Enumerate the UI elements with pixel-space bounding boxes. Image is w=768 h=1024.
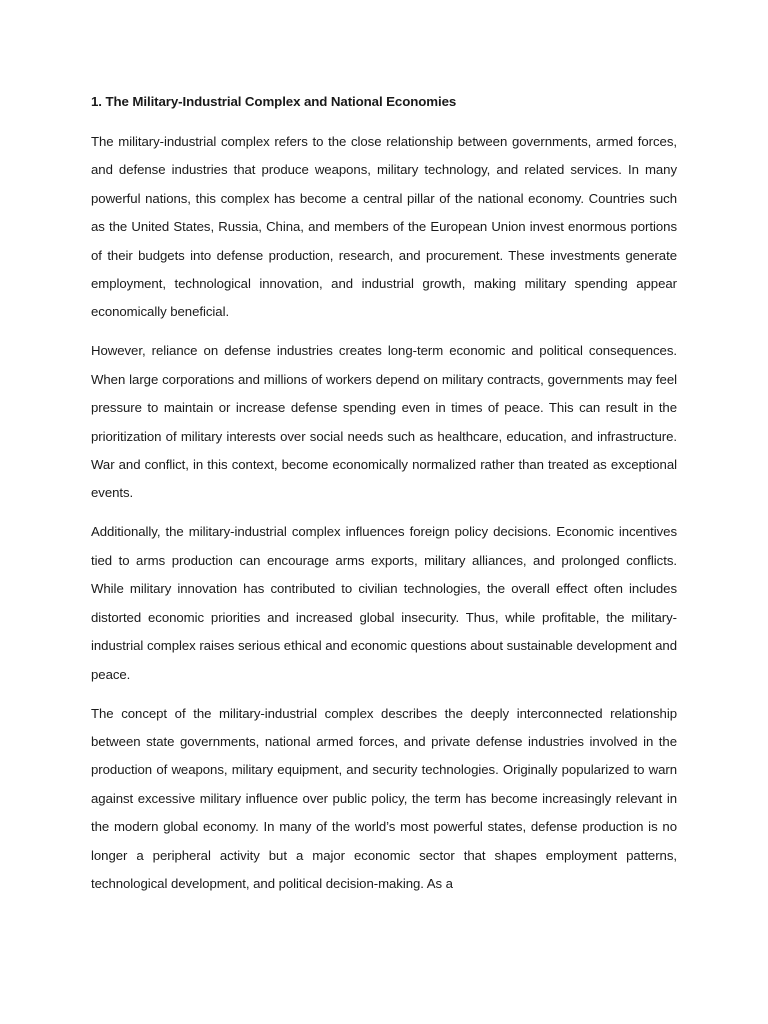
- section-heading: 1. The Military-Industrial Complex and National Economies: [91, 94, 457, 109]
- paragraph-3: Additionally, the military-industrial complex influences foreign policy decisions. Economic incentives tied to arms production can encourage arms exports, military alliances, and prolonged conflicts. While military innovation has contributed to civilian technologies, the overall effect often includes distorted economic priorities and increased global insecurity. Thus, while profitable, the military-industrial complex raises serious ethical and economic questions about sustainable development and peace.: [91, 524, 677, 682]
- paragraph-2: However, reliance on defense industries creates long-term economic and political consequences. When large corporations and millions of workers depend on military contracts, governments may feel pressure to maintain or increase defense spending even in times of peace. This can result in the prioritization of military interests over social needs such as healthcare, education, and infrastructure. War and conflict, in this context, become economically normalized rather than treated as exceptional events.: [91, 343, 677, 501]
- paragraph-1: The military-industrial complex refers to the close relationship between governments, armed forces, and defense industries that produce weapons, military technology, and related services. In many powerful nations, this complex has become a central pillar of the national economy. Countries such as the United States, Russia, China, and members of the European Union invest enormous portions of their budgets into defense production, research, and procurement. These investments generate employment, technological innovation, and industrial growth, making military spending appear economically beneficial.: [91, 134, 677, 320]
- document-body: [91, 90, 677, 909]
- paragraph-4: The concept of the military-industrial complex describes the deeply interconnected relationship between state governments, national armed forces, and private defense industries involved in the production of weapons, military equipment, and security technologies. Originally popularized to warn against excessive military influence over public policy, the term has become increasingly relevant in the modern global economy. In many of the world’s most powerful states, defense production is no longer a peripheral activity but a major economic sector that shapes employment patterns, technological development, and political decision-making. As a: [91, 705, 677, 891]
